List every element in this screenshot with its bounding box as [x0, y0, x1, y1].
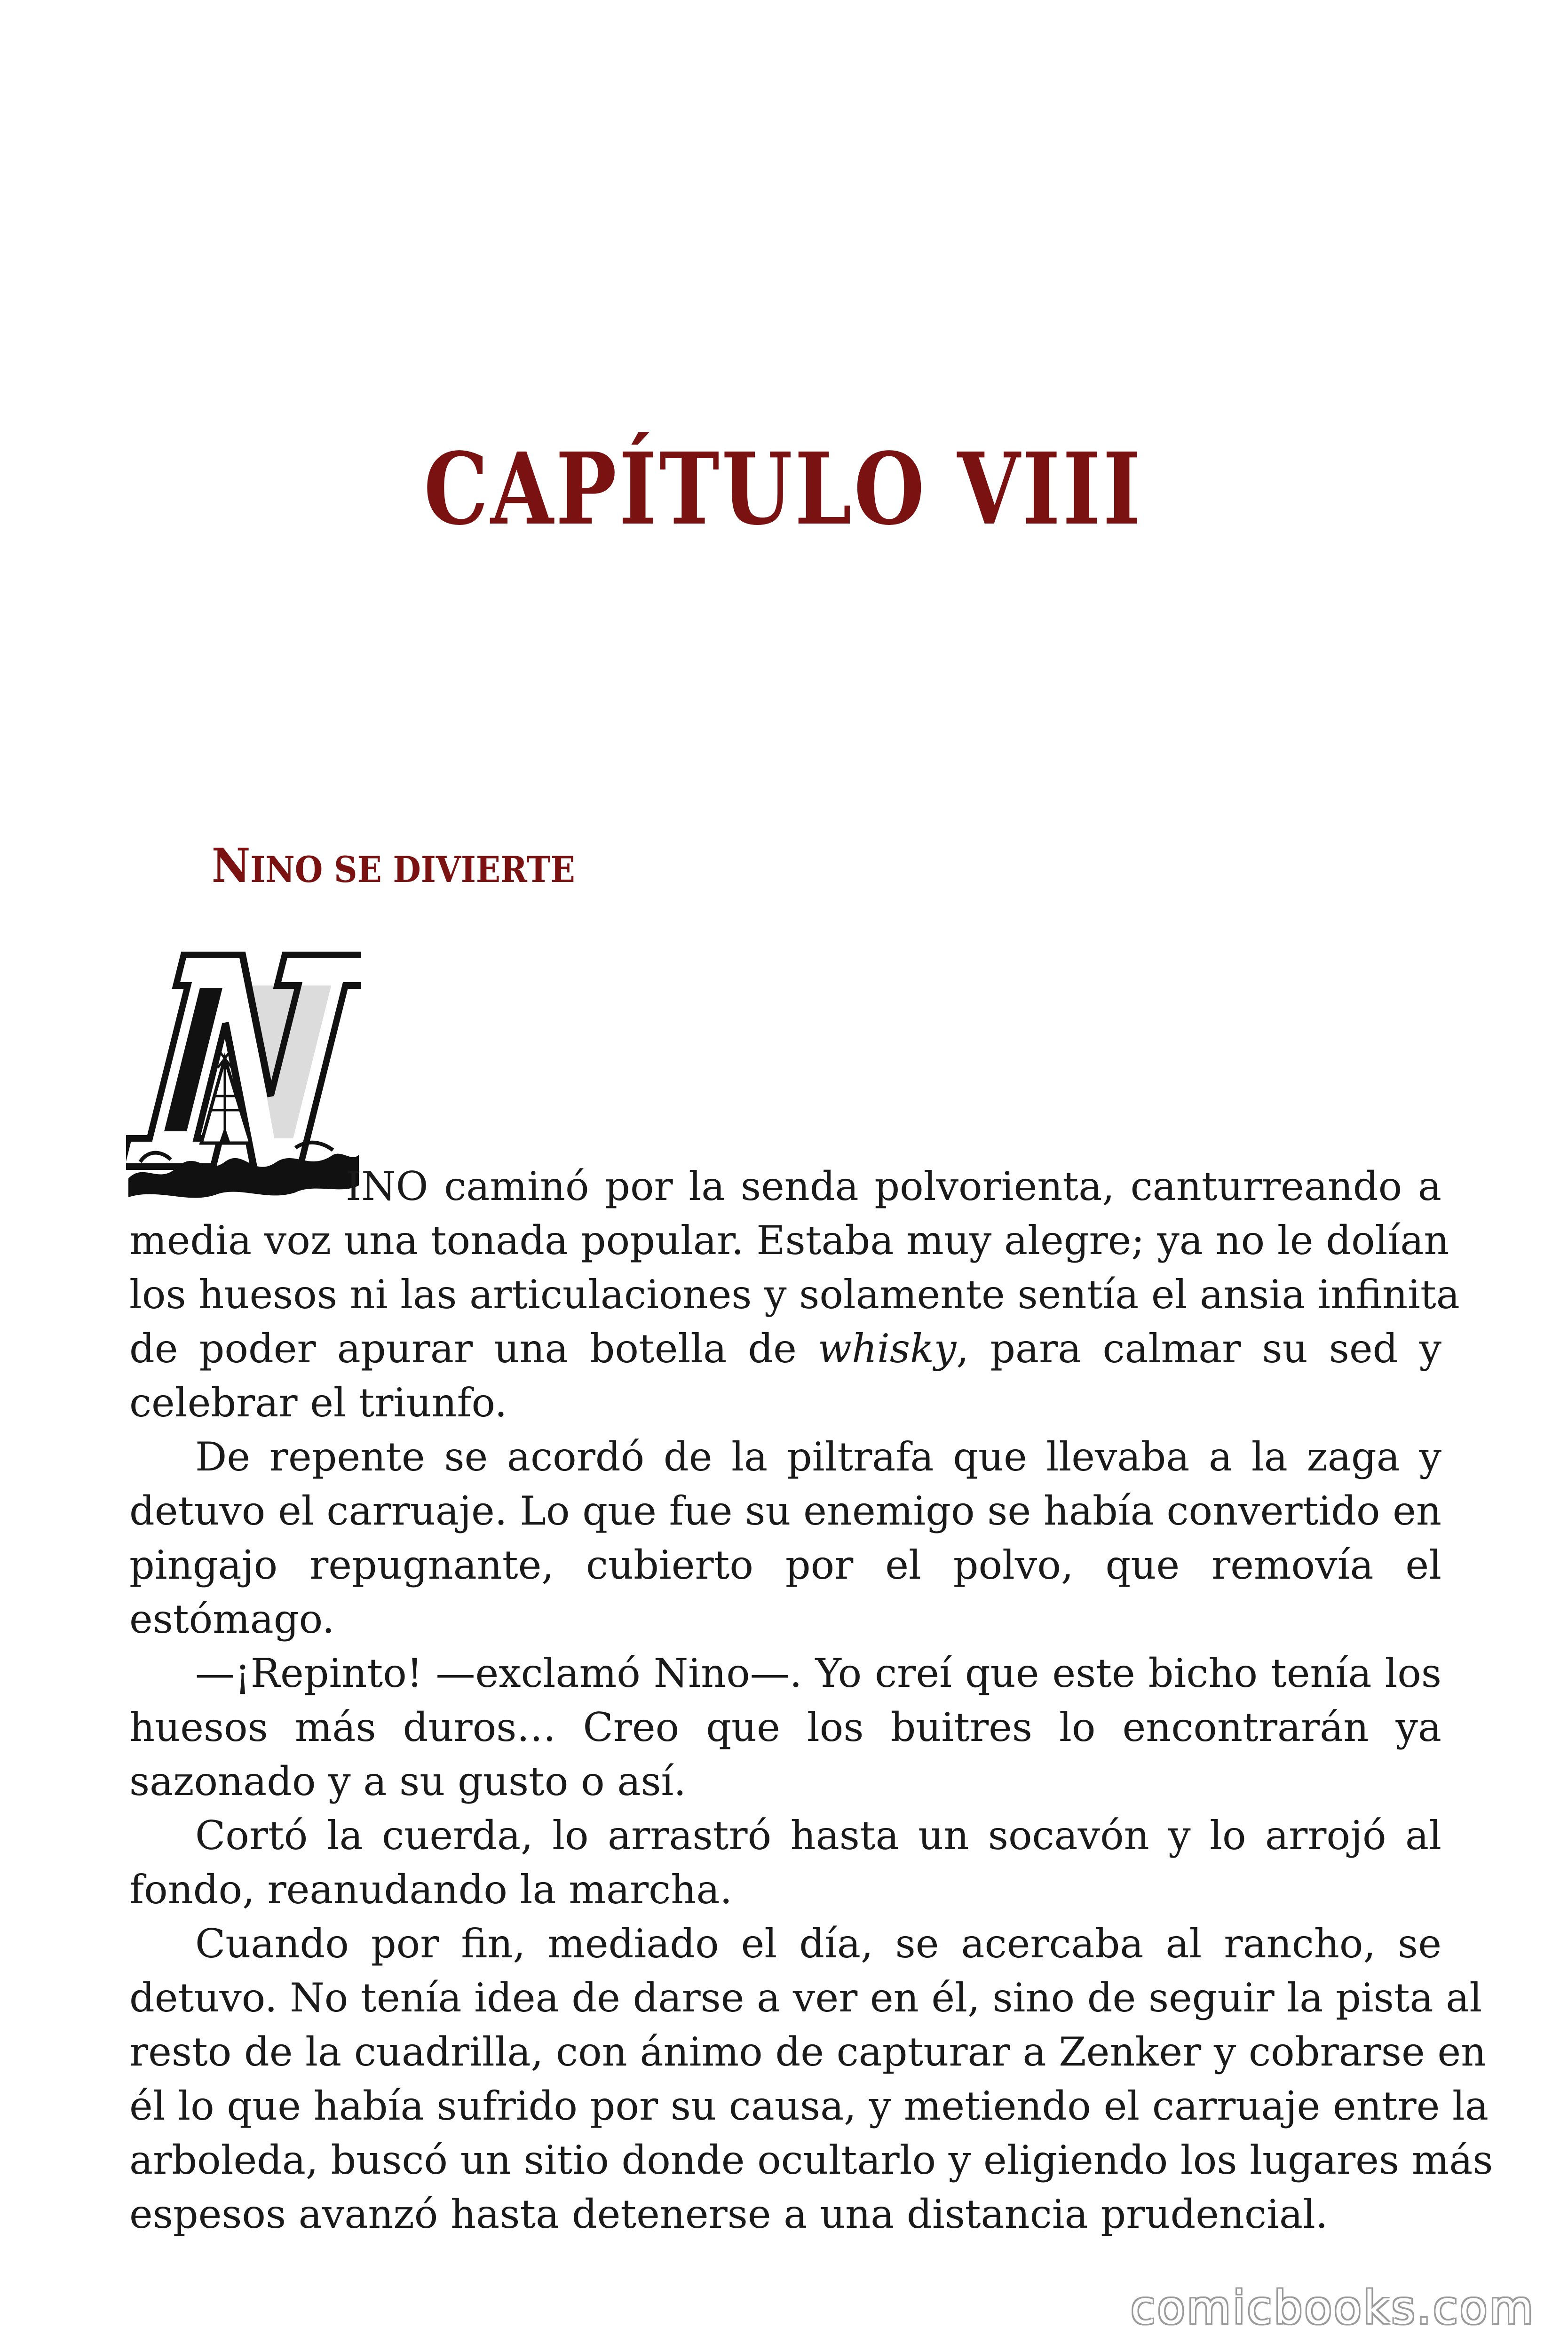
text-line: Cortó la cuerda, lo arrastró hasta un socavón y lo arrojó al: [195, 1812, 1441, 1859]
text-line: fondo, reanudando la marcha.: [129, 1867, 733, 1913]
text-line: pingajo repugnante, cubierto por el polvo, que removía el: [129, 1542, 1441, 1588]
text-line: arboleda, buscó un sitio donde ocultarlo y eligiendo los lugares más: [129, 2137, 1493, 2183]
section-title-rest: INO SE DIVIERTE: [250, 849, 575, 890]
text-line: espesos avanzó hasta detenerse a una distancia prudencial.: [129, 2191, 1328, 2237]
text-line: [129, 1322, 1441, 1376]
paragraph-1: [129, 1160, 1460, 1430]
text-line: sazonado y a su gusto o así.: [129, 1758, 687, 1804]
text-line: detuvo. No tenía idea de darse a ver en él, sino de seguir la pista al: [129, 1975, 1482, 2021]
text-line: —¡Repinto! —exclamó Nino—. Yo creí que este bicho tenía los: [195, 1650, 1441, 1696]
text-line: él lo que había sufrido por su causa, y metiendo el carruaje entre la: [129, 2083, 1489, 2129]
text-line: media voz una tonada popular. Estaba muy alegre; ya no le dolían: [129, 1217, 1449, 1263]
section-title-initial: N: [212, 838, 251, 893]
paragraph-2: [129, 1430, 1441, 1646]
paragraph-5: [129, 1917, 1493, 2241]
text-italic: whisky: [818, 1326, 957, 1372]
watermark-logo: comicbooks.com: [1130, 2281, 1535, 2334]
paragraph-4: [129, 1809, 1441, 1917]
text-line: detuvo el carruaje. Lo que fue su enemigo se había convertido en: [129, 1488, 1441, 1534]
text-line: estómago.: [129, 1596, 335, 1642]
text-line: huesos más duros… Creo que los buitres lo encontrarán ya: [129, 1704, 1441, 1750]
text-line: INO caminó por la senda polvorienta, canturreando a: [346, 1163, 1441, 1209]
text-line: resto de la cuadrilla, con ánimo de capturar a Zenker y cobrarse en: [129, 2029, 1487, 2075]
text-segment: de poder apurar una botella de: [129, 1326, 818, 1372]
section-title: [212, 838, 575, 893]
text-line: los huesos ni las articulaciones y solamente sentía el ansia infinita: [129, 1271, 1460, 1318]
text-line: celebrar el triunfo.: [129, 1380, 507, 1426]
text-line: Cuando por fin, mediado el día, se acercaba al rancho, se: [195, 1921, 1441, 1967]
chapter-title: CAPÍTULO VIII: [424, 431, 1143, 547]
text-segment: , para calmar su sed y: [956, 1326, 1441, 1372]
paragraph-3: [129, 1646, 1441, 1809]
text-line: De repente se acordó de la piltrafa que llevaba a la zaga y: [195, 1434, 1441, 1480]
